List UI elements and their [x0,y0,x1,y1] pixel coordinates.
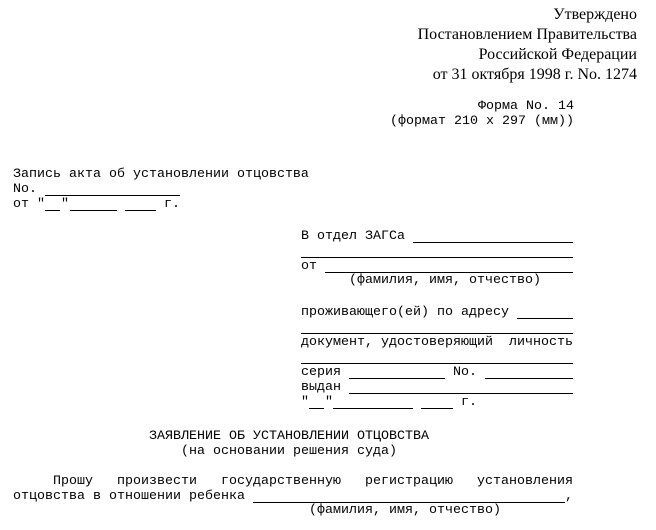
issue-month-field[interactable] [333,408,413,409]
issue-year-field[interactable] [421,408,453,409]
child-fio-hint: (фамилия, имя, отчество) [309,503,501,518]
approval-line-3: Российской Федерации [478,46,637,63]
doc-number-label: No. [453,365,477,380]
issue-date-close-quote: " [325,395,333,410]
address-field-continued[interactable] [301,333,573,334]
record-year-field[interactable] [125,210,156,211]
doc-number-field[interactable] [485,378,573,379]
applicant-fio-hint: (фамилия, имя, отчество) [349,273,541,288]
body-word-2: произвести [117,474,197,489]
form-format: (формат 210 x 297 (мм)) [390,114,574,129]
approval-line-2: Постановлением Правительства [417,26,637,43]
record-day-field[interactable] [45,210,60,211]
id-document-field[interactable] [301,363,573,364]
issue-year-suffix: г. [461,395,477,410]
body-line-2: отцовства в отношении ребенка [13,489,245,504]
body-word-3: государственную [221,474,341,489]
office-label: В отдел ЗАГСа [301,229,405,244]
record-title: Запись акта об установлении отцовства [13,167,309,182]
record-year-suffix: г. [164,197,180,212]
body-word-5: установления [477,474,573,489]
issued-field[interactable] [349,393,573,394]
record-number-label: No. [13,182,37,197]
issue-date-open-quote: " [301,395,309,410]
body-comma: , [565,489,573,504]
office-field-continued[interactable] [301,257,573,258]
record-month-field[interactable] [70,210,117,211]
office-field[interactable] [413,242,573,243]
statement-title: ЗАЯВЛЕНИЕ ОБ УСТАНОВЛЕНИИ ОТЦОВСТВА [149,429,429,444]
address-label: проживающего(ей) по адресу [301,305,509,320]
approval-line-1: Утверждено [553,6,637,23]
address-field[interactable] [517,318,573,319]
record-date-quote: " [61,197,69,212]
body-word-1: Прошу [53,474,93,489]
record-number-field[interactable] [45,195,180,196]
from-label: от [301,259,317,274]
series-label: серия [301,365,341,380]
series-field[interactable] [349,378,445,379]
approval-line-4: от 31 октября 1998 г. No. 1274 [432,66,637,83]
issued-label: выдан [301,380,341,395]
approval-block [418,5,637,85]
id-document-label: документ, удостоверяющий личность [301,335,573,350]
issue-day-field[interactable] [309,408,324,409]
form-number: Форма No. 14 [478,99,574,114]
body-word-4: регистрацию [365,474,453,489]
statement-subtitle: (на основании решения суда) [181,444,397,459]
record-date-prefix: от " [13,197,45,212]
